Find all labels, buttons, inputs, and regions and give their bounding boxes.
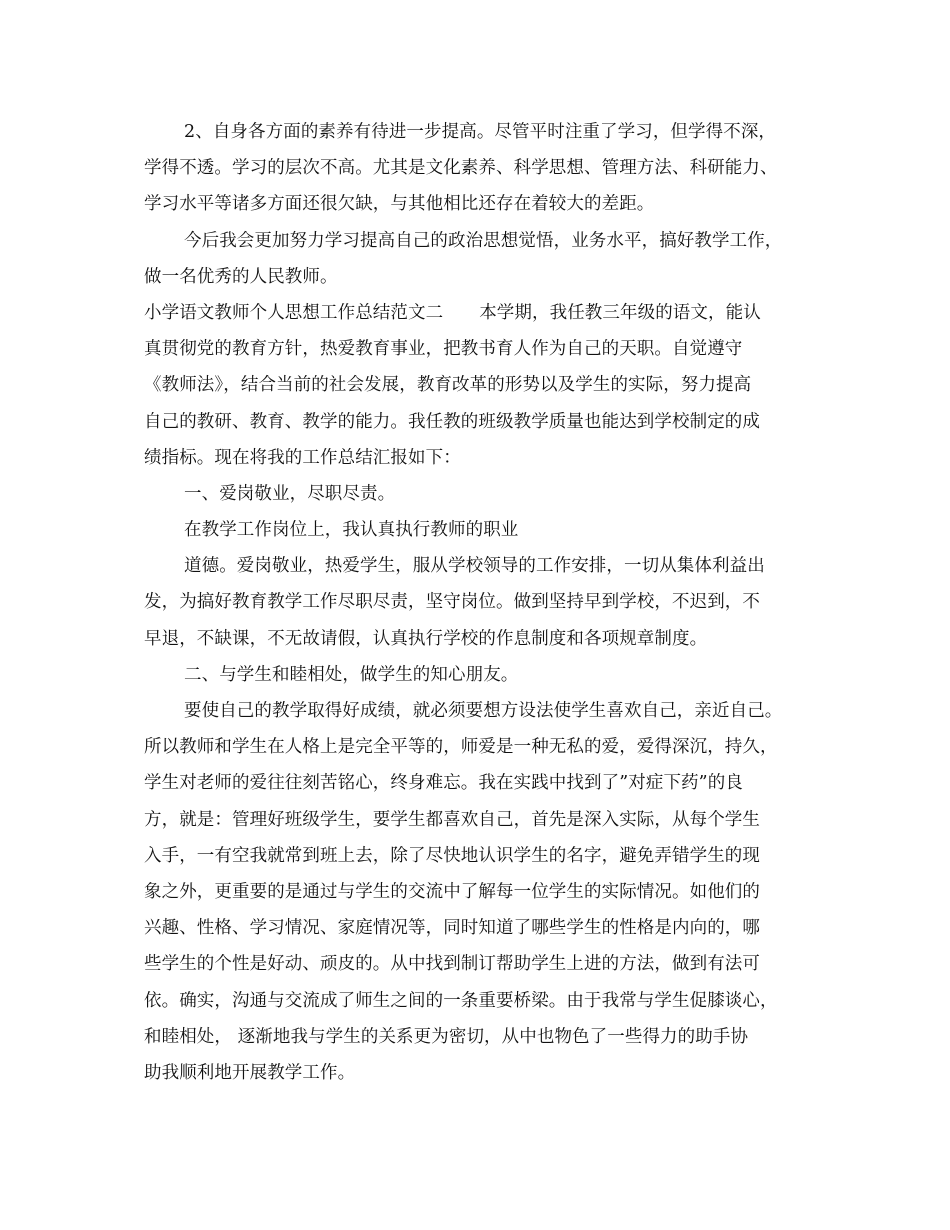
text-line: 自己的教研、教育、教学的能力。我任教的班级教学质量也能达到学校制定的成 bbox=[144, 411, 760, 432]
text-line: 象之外，更重要的是通过与学生的交流中了解每一位学生的实际情况。如他们的 bbox=[144, 881, 760, 902]
heading-one: 一、爱岗敬业，尽职尽责。 bbox=[184, 483, 396, 504]
text-line: 助我顺利地开展教学工作。 bbox=[144, 1062, 356, 1083]
text-line bbox=[144, 295, 816, 331]
text-line: 发，为搞好教育教学工作尽职尽责，坚守岗位。做到坚持早到学校，不迟到，不 bbox=[144, 592, 760, 613]
text-line: 要使自己的教学取得好成绩，就必须要想方设法使学生喜欢自己，亲近自己。 bbox=[184, 701, 783, 721]
text-line: 绩指标。现在将我的工作总结汇报如下： bbox=[144, 447, 461, 468]
text-line: 依。确实，沟通与交流成了师生之间的一条重要桥梁。由于我常与学生促膝谈心， bbox=[144, 990, 778, 1011]
text-line: 学得不透。学习的层次不高。尤其是文化素养、科学思想、管理方法、科研能力、 bbox=[144, 158, 778, 179]
text-line: 和睦相处， 逐渐地我与学生的关系更为密切，从中也物色了一些得力的助手协 bbox=[144, 1026, 749, 1047]
text-line: 早退，不缺课，不无故请假，认真执行学校的作息制度和各项规章制度。 bbox=[144, 628, 708, 649]
text-line: 在教学工作岗位上，我认真执行教师的职业 bbox=[184, 520, 519, 541]
text-line: 做一名优秀的人民教师。 bbox=[144, 266, 338, 287]
text-line: 学习水平等诸多方面还很欠缺，与其他相比还存在着较大的差距。 bbox=[144, 194, 655, 215]
text-line: 些学生的个性是好动、顽皮的。从中找到制订帮助学生上进的方法，做到有法可 bbox=[144, 954, 760, 975]
text-line: 兴趣、性格、学习情况、家庭情况等，同时知道了哪些学生的性格是内向的，哪 bbox=[144, 918, 760, 939]
text-line: 今后我会更加努力学习提高自己的政治思想觉悟，业务水平，搞好教学工作， bbox=[184, 230, 783, 251]
section-title: 小学语文教师个人思想工作总结范文二 bbox=[144, 302, 444, 323]
text-line: 道德。爱岗敬业，热爱学生，服从学校领导的工作安排，一切从集体利益出 bbox=[184, 556, 765, 577]
document-body bbox=[144, 114, 816, 1091]
heading-two: 二、与学生和睦相处，做学生的知心朋友。 bbox=[184, 664, 519, 685]
text-line: 真贯彻党的教育方针，热爱教育事业，把教书育人作为自己的天职。自觉遵守 bbox=[144, 339, 743, 360]
text-line: 方，就是：管理好班级学生，要学生都喜欢自己，首先是深入实际，从每个学生 bbox=[144, 809, 760, 830]
text-line: 《教师法》，结合当前的社会发展，教育改革的形势以及学生的实际，努力提高 bbox=[144, 375, 752, 396]
text-line: 入手，一有空我就常到班上去，除了尽快地认识学生的名字，避免弄错学生的现 bbox=[144, 845, 760, 866]
text-line: 所以教师和学生在人格上是完全平等的，师爱是一种无私的爱，爱得深沉，持久， bbox=[144, 737, 778, 758]
section-intro: 本学期，我任教三年级的语文，能认 bbox=[479, 302, 761, 323]
text-line: 学生对老师的爱往往刻苦铭心，终身难忘。我在实践中找到了”对症下药”的良 bbox=[144, 773, 743, 794]
text-line: 2、自身各方面的素养有待进一步提高。尽管平时注重了学习，但学得不深， bbox=[184, 122, 777, 142]
